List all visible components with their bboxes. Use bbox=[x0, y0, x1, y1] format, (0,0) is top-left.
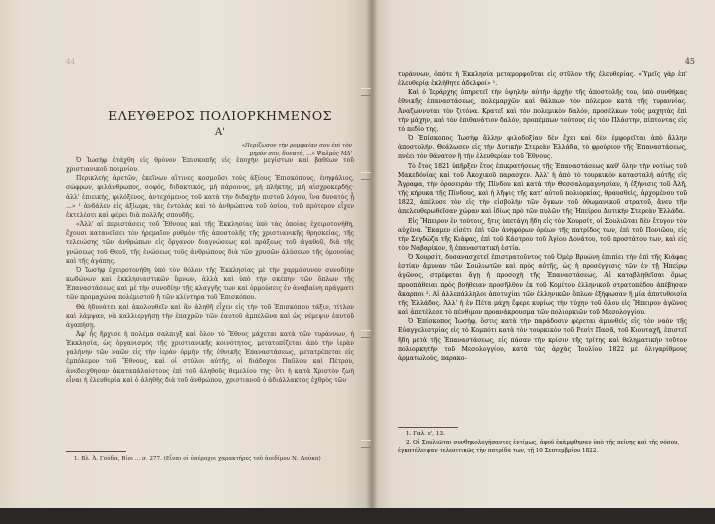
footnote: 1. Βλ. Ἀ. Γούδα, Βίοι ... σ. 277. (Εἶναι οἱ ὑπέροχοι χαρακτῆρες τοῦ ἀοιδίμου Ν. Δούκα) bbox=[74, 456, 321, 462]
chapter-subtitle: Α' bbox=[215, 127, 225, 138]
left-page-body bbox=[66, 156, 354, 385]
epigraph-line: μηρόν σου, δυνατέ, ...» Ψαλμὸς ΜΔ' bbox=[249, 151, 352, 157]
body-paragraph: τυράννων, ὁπότε ἡ Ἐκκλησία μεταμορφοῦται εἰς στῦλον τῆς ἐλευθερίας. «Ὑμεῖς γὰρ ἐπ' ἐλευθερίᾳ ἐκλήθητε ἀδελφοί» ¹. bbox=[398, 71, 687, 88]
footnote-rule bbox=[66, 451, 126, 452]
body-paragraph: Ὁ Ἰωσὴφ ἐτάχθη εἰς θρόνον Ἐπισκοπῆς εἰς ἐποχὴν μεγίστων καὶ βαθέων τοῦ χριστιανικοῦ ποιμνίου. bbox=[66, 157, 354, 174]
binding-stitch bbox=[361, 172, 371, 180]
body-paragraph: «Ἀλλ' αἱ περιστάσεις τοῦ Ἔθνους καὶ τῆς Ἐκκλησίας ὑπὸ τὰς ὁποίας ἐχειροτονήθη, ἔχουσι κατανεῖσει τὸν ἠρεμαῖον ρυθμὸν τῆς ἀποστολῆς τῆς χριστιανικῆς θρησκείας, τῆς τελειώσης τῶν ἀνθρώπων εἰς ὄργανον διαγνώσεως καὶ πράξεως τοῦ ἀγαθοῦ, διὰ τῆς γνώσεως τοῦ Θεοῦ, τῆς ἑνώσεως τοῦς ἀνθρώπους διὰ τῶν χρυσῶν ἁλύσεων τῆς ὁμονοίας καὶ τῆς ἀγάπης. bbox=[66, 221, 354, 265]
body-paragraph: Ὁ Ἰωσὴφ ἐχειροτονήθη ὑπὸ τὸν θόλον τῆς Ἐκκλησίας μὲ τὴν χαρμόσυνον συνοδίην κωδώνων καὶ ἐκκλησιαστικῶν ὕμνων, ἀλλὰ καὶ ὑπὸ τὴν σκέπην τῶν ὅπλων τῆς Ἐπαναστάσεως καὶ μὲ τὴν συνοδίην τῆς κλαγγῆς των καὶ ὁρμούσεις ἐν ἀναβαίνη πράγματι τῶν προμαχώνα πολέμιστοῦ ἢ τῶν κλίντηρα τοῦ Ἐπισκόπου. bbox=[66, 266, 354, 302]
right-footnotes bbox=[398, 430, 687, 456]
body-paragraph: Ὁ Χουρσίτ, δυσανασχετεῖ ἐπιστρατοῦντος τοῦ Ὀμὲρ Βρυώνη ἐπιπίει τὴν ἐπὶ τῆς Κιάφας ἑστίαν ἄμυναν τῶν Σουλιωτῶν καὶ πρὸς αὐτῆς, ὡς ἡ προσέγγισις τῶν ἐν τῇ Ἠπείρῳ ἀγῶνος, στρέφεται ἄγῃ ἡ προσοχὴ τῆς Ἐπαναστάσεως. Αἱ καταβληθεῖσαι ὅμως προσπάθειαι πρὸς βοήθειαν προσῆλθον ἐκ τοῦ Κομίτου ἑλληνικοῦ στρατοπέδου ἀπέβησαν ἄκαρποι ². Αἱ ἀλλεπάλληλοι ἀποτυχίαι τῶν ἑλληνικῶν ὅπλων ἐξήφωσαν ἢ μία ἀποτυθοισία τῆς Ἑλλάδος. Ἀλλ' ἡ ἐν Πέτα μάχη ἔφερε κυρίως τὴν τύχην τοῦ ὅλου εἰς Ἤπειρον ἀγῶνος καὶ ἀπετέλεσε τὸ πένθιμον προανάκρουσμα τῶν πολιορκιῶν τοῦ Μεσολογγίου. bbox=[398, 254, 687, 317]
footnote: 2. Οἱ Σουλιῶται συνθηκολογήσαντες ἐντίμως, ἀφοῦ ἐκάμφθησαν ὑπὸ τῆς πείνης καὶ τῆς νόσου, ἐγκατέλειψαν τελεσιτικῶς τὴν πατρίδα των, τῇ 10 Σεπτεμβρίου 1822. bbox=[398, 439, 680, 454]
epigraph-line: «Περίζωσον τὴν ρομφαίαν σου ἐπὶ τὸν bbox=[241, 143, 352, 149]
body-paragraph: Εἰς Ἤπειρον ἐν τούτοις, ἥτις ὑπετάγη ἤδη εἰς τὸν Χουρσίτ, οἱ Σουλιῶται δὲν ἔτυγον τὸν αὐχένα. Ἔκαμεν εἰσέτι ἐπὶ τῶν ἀνηφόρων ὀρέων τῆς πατρίδος των, ἐπὶ τοῦ Πονιῶου, εἰς τὴν Σεγδὼζα τῆς Κιάφας, ἐπὶ τοῦ Κάστρου τοῦ Ἁγίου Δονάτου, τοῦ προστάτου των, καὶ εἰς τὸν Ναβαρίκον, ἢ ἐπαναστατικὴ ἑστία. bbox=[398, 217, 687, 252]
body-paragraph: Καὶ ὁ Ἱεράρχης ὑπηρετεῖ τὴν ὑψηλὴν αὐτὴν ἀρχὴν τῆς ἀποστολῆς του, ὑπὸ συνθήκας ἐθνικῆς ἐπαναστάσεως, πολεμαρχῶν καὶ θάλπων τὸν πόλεμον κατὰ τῆς τυραννίας. Ἀναζωννυται τὸν ζιτόνα. Κρατεῖ καὶ τὸν πολεμικὸν δαλόν, προσέλκων τοὺς μαχητὰς ἐπὶ τὴν μάχην, καὶ τὸν ἐπιθανάτιον δαλόν, προπέμπων τούτους εἰς τὸν Πλάστην, πίπτοντας εἰς τὸ πεδίο της. bbox=[398, 89, 687, 133]
body-paragraph: Θὰ ἠδυνάτει καὶ ἀκολουθεῖν καὶ ἂν ἀληθῆ εἶχεν εἰς τὴν τοῦ Ἐπισκόπου τάξιν, τίτλον καὶ λάμψαν, νὰ καλλιεργήσῃ τὴν ἐπαχρῶν τῶν ἐαυτοῦ ἀμπελῶνα καὶ ὡς νέμεψιν ἑαυτοῦ ἀγαπήσῃ. bbox=[66, 303, 354, 329]
binding-stitch bbox=[361, 330, 371, 338]
body-paragraph: Ὁ Ἐπίσκοπος Ἰωσὴφ ἄλλην φιλοδοξίαν δὲν ἔχει καὶ δὲν ἐμφορεῖται ἀπὸ ἄλλην ἀποστολήν. Θεάλωσεν εἰς τὴν Δυτικὴν Στερεὰν Ἑλλάδα, τὸ φρούριον τῆς Ἐπαναστάσεως, πνέει τὸν θάνατον ἢ τὴν ἐλευθερίαν τοῦ Ἔθνους. bbox=[398, 135, 687, 161]
left-footnotes bbox=[66, 455, 354, 464]
page-bottom-edge bbox=[0, 508, 715, 524]
binding-stitch bbox=[361, 440, 371, 448]
left-page-number: 44 bbox=[66, 58, 75, 66]
right-page-body bbox=[398, 70, 687, 363]
body-paragraph: Ἀφ' ἧς ἤρχισε ἡ πολέμα σαλπιγξ καὶ ὅλον τὸ Ἔθνος μάχεται κατὰ τῶν τυράννων, ἡ Ἐκκλησία, ὡς ὀργανισμὸς τῆς χριστιανικῆς κοινότητος, μετατοπίζεται ἀπὸ τὴν ἱερὰν γαλήνην τῶν ναῶν εἰς τὴν ἱερὰν ὁρμὴν τῆς ἐθνικῆς Ἐπαναστάσεως, μετατρέπεται εἰς ἐμπόλεμον τοῦ Ἔθνους, καὶ οἱ στύλοι αὐτῆς, οἱ διάδοχοι Παῦλου καὶ Πέτρου, ἀνεδειχθησαν ἀκαταπάλαίστους ἐπὶ τοῦ ἀληθοῦς θεμελίου της· ὅτι ἡ κατὰ Χριστὸν ζωὴ εἶναι ἡ ἐλευθερία καὶ ὁ ἀληθὴς διὰ τοῦ ἀνθρώπου, χριστιανοῦ ὁ ἀδιάλλακτος ἐχθρὸς τῶν bbox=[66, 330, 354, 384]
footnote-rule bbox=[398, 427, 458, 428]
right-page-number: 45 bbox=[684, 57, 695, 66]
binding-stitch bbox=[361, 88, 371, 96]
footnote: 1. Γαλ. ε', 13. bbox=[406, 431, 445, 437]
body-paragraph: Περικλεὴς ἀρετῶν, ἐκεῖνων αἵτινες κοσμοῦσι τοὺς ἀξίους Ἐπισκόπους, ἐνηφάλιος, σώφρων, φιλάνθρωπος, σοφός, διδακτικός, μὴ πάροινος, μὴ πλήκτης, μὴ αἰσχροκερδής· ἀλλ' ἐπιεικής, φιλόξενος, ἀντεχόμενος τοῦ κατὰ τὴν διδαχὴν πιστοῦ λόγου, ἵνα δυνατὸς ᾖ ...» ¹ ἀνδάλεν εἰς ἀξίωμα, τὰς ἐντολὰς καὶ τὸ ἀνθρώπινα τοῦ ὁσίου, τοῦ πρότερον εἶχεν ἐκτελέσει καὶ φέρει διὰ πολλῆς σπουδῆς. bbox=[66, 175, 354, 219]
chapter-title: ΕΛΕΥΘΕΡΟΣ ΠΟΛΙΟΡΚΗΜΕΝΟΣ bbox=[108, 108, 332, 123]
body-paragraph: Τὸ ἔτος 1821 ὑπῆρξεν ἔτος ἐπικρατήσεως τῆς Ἐπαναστάσεως καθ' ὅλην τὴν νοτίως τοῦ Μακεδόνίας καὶ τοῦ Ἀκοχικοῦ παρασχεν. Ἀλλ' ἡ ἀπὸ τὸ τουρκικὸν κατασταλὴ αὐτῆς εἰς Ἄγραφα, τὴν ὀροσειρὰν τῆς Πίνδου καὶ κατὰ τὴν Θεσσαλομαγνησίαν, ἡ ἐξήνισις τοῦ Ἀλῆ, τῆς κήρυκα τῆς Πίνδους, καὶ ἡ λῆψις τῆς κατ' αὐτοῦ πολιορκίας, θραυσθεὶς, ἀρχομένου τοῦ 1822, ἀπέλυσε τὸν εἰς τὴν εἰσβολὴν τῶν ὄγκων τοῦ ὀθωμανικοῦ στρατοῦ, ἄνευ τῆν ἀπελευθερωθεῖσαν χώραν καὶ ἰδίως πρὸ τῶν πυλῶν τῆς Ἠπείρου Δυτικὴν Στερεὰν Ἑλλάδα. bbox=[398, 162, 687, 216]
body-paragraph: Ὁ Ἐπίσκοπος Ἰωσήφ, ὅστις κατὰ τὴν παράδοσιν φέρεται ἀμυνθεὶς εἰς τὸν ναὸν τῆς Εὐαγγελιστρίας εἰς τὸ Κομπότι κατὰ τὸν τουρκικὸν τοῦ Ρεσὶτ Πασᾶ, τοῦ Κιουταχῆ, ἐπιστεῖ ἤδη μετὰ τῆς Ἐπαναστάσεως, εἰς πάσαν τὴν κρίσιν τῆς τρίτης καὶ θεληματικὴν τοῦτον πολιορκητὴν τοῦ Μεσολογγίου, κατὰ τὰς ἀρχὰς Ἰουλίου 1822 μὲ ὀλιγαρίθμους ἀρματωλούς, παρακο- bbox=[398, 318, 687, 362]
